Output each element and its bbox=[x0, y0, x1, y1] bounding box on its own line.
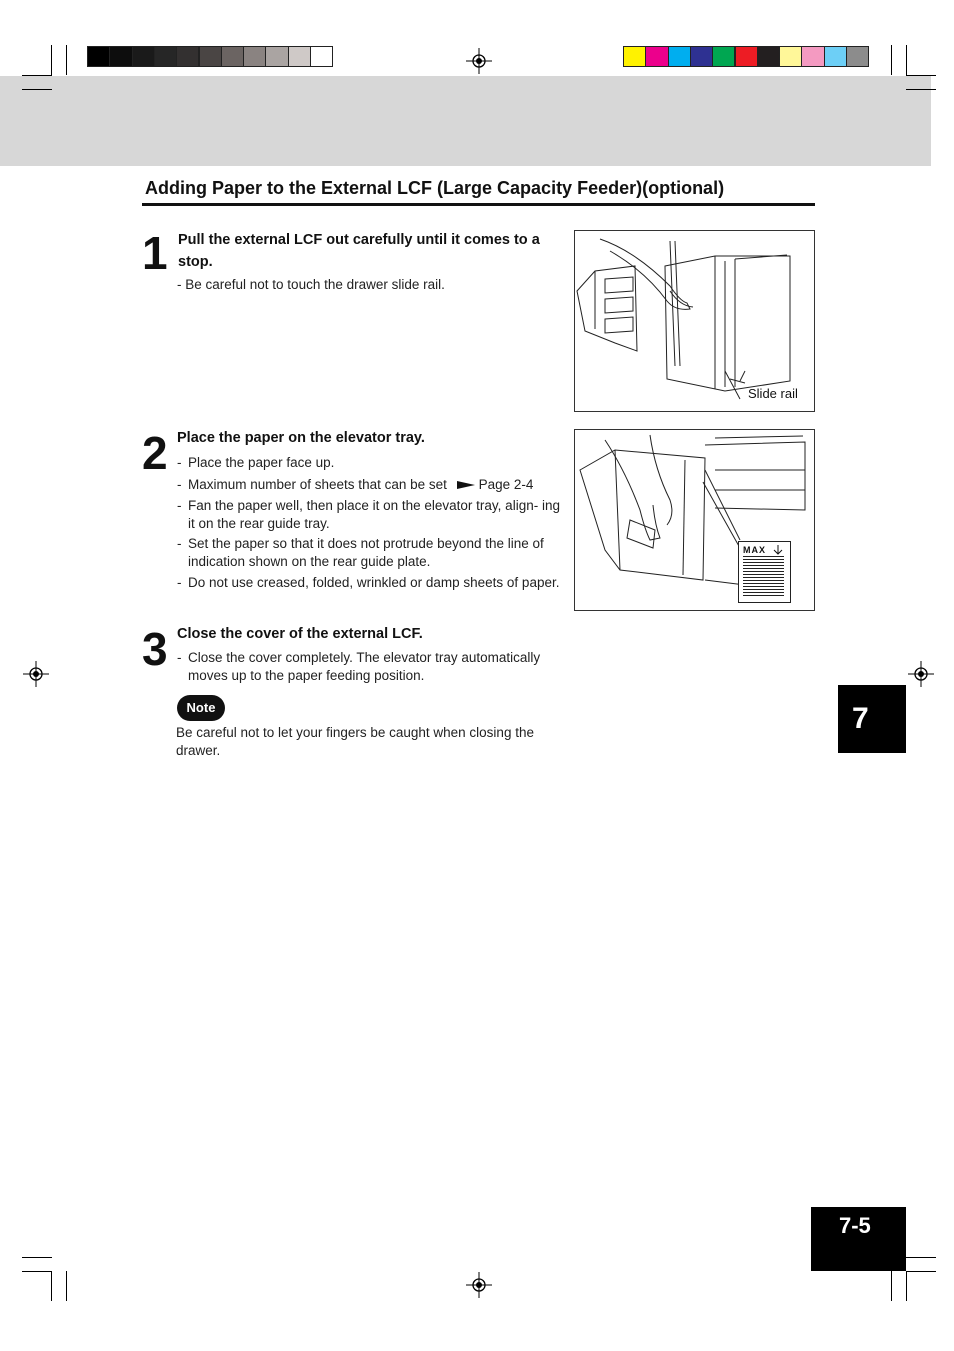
crop-mark bbox=[66, 45, 67, 75]
color-swatch bbox=[154, 46, 177, 67]
max-indicator-plate bbox=[738, 541, 791, 603]
color-swatch bbox=[623, 46, 646, 67]
list-item: - Place the paper face up. bbox=[177, 455, 335, 470]
list-item: - Maximum number of sheets that can be set Page 2-4 bbox=[177, 477, 534, 492]
arrow-down-icon bbox=[773, 545, 783, 555]
color-swatch bbox=[288, 46, 311, 67]
crop-mark bbox=[891, 45, 892, 75]
crop-mark bbox=[51, 1271, 52, 1301]
step-number: 1 bbox=[142, 227, 168, 279]
max-label: MAX bbox=[743, 545, 766, 555]
color-swatch bbox=[109, 46, 132, 67]
page-number: 7-5 bbox=[811, 1207, 906, 1271]
step-title: Close the cover of the external LCF. bbox=[177, 626, 423, 642]
list-item: - Do not use creased, folded, wrinkled or damp sheets of paper. bbox=[177, 575, 560, 590]
header-band bbox=[0, 76, 931, 166]
step-title: Place the paper on the elevator tray. bbox=[177, 430, 425, 446]
crop-mark bbox=[906, 75, 936, 76]
chapter-tab: 7 bbox=[838, 685, 906, 753]
step-title: Pull the external LCF out carefully until it comes to a stop. bbox=[178, 232, 540, 270]
note-badge: Note bbox=[177, 695, 225, 721]
crop-mark bbox=[906, 45, 907, 75]
step-number: 2 bbox=[142, 427, 168, 479]
section-title: Adding Paper to the External LCF (Large Capacity Feeder)(optional) bbox=[145, 178, 725, 198]
color-swatch bbox=[846, 46, 869, 67]
crop-mark bbox=[906, 89, 936, 90]
color-swatch bbox=[221, 46, 244, 67]
crop-mark bbox=[906, 1271, 936, 1272]
crop-mark bbox=[906, 1271, 907, 1301]
color-swatch bbox=[735, 46, 758, 67]
step-number: 3 bbox=[142, 623, 168, 675]
color-swatch bbox=[243, 46, 266, 67]
list-item: - Set the paper so that it does not protrude beyond the line of indication shown on the rear guide plate. bbox=[177, 536, 544, 569]
list-item: - Fan the paper well, then place it on the elevator tray, align- ing it on the rear guide tray. bbox=[177, 498, 560, 531]
color-swatch bbox=[645, 46, 668, 67]
registration-mark-icon bbox=[466, 1272, 492, 1298]
crop-mark bbox=[22, 1271, 52, 1272]
lcf-drawer-illustration bbox=[575, 231, 814, 411]
page-reference: Page 2-4 bbox=[478, 477, 534, 492]
list-item: - Close the cover completely. The elevator tray automatically moves up to the paper feeding position. bbox=[177, 650, 541, 683]
color-swatch bbox=[132, 46, 155, 67]
note-text: Be careful not to let your fingers be caught when closing the drawer. bbox=[176, 725, 534, 758]
figure-lcf-drawer bbox=[574, 230, 815, 412]
color-swatch bbox=[690, 46, 713, 67]
color-swatch bbox=[265, 46, 288, 67]
crop-mark bbox=[22, 1257, 52, 1258]
color-swatch bbox=[668, 46, 691, 67]
step-note: - Be careful not to touch the drawer slide rail. bbox=[177, 277, 445, 292]
arrow-right-icon bbox=[457, 480, 475, 490]
color-swatch bbox=[824, 46, 847, 67]
paper-stack-lines bbox=[743, 556, 784, 598]
registration-mark-icon bbox=[908, 661, 934, 687]
color-swatch bbox=[199, 46, 222, 67]
crop-mark bbox=[66, 1271, 67, 1301]
color-swatch bbox=[779, 46, 802, 67]
crop-mark bbox=[22, 75, 52, 76]
crop-mark bbox=[51, 45, 52, 75]
crop-mark bbox=[906, 1257, 936, 1258]
color-swatch bbox=[176, 46, 199, 67]
crop-mark bbox=[891, 1271, 892, 1301]
color-swatch bbox=[310, 46, 333, 67]
crop-mark bbox=[22, 89, 52, 90]
registration-mark-icon bbox=[23, 661, 49, 687]
figure-elevator-tray bbox=[574, 429, 815, 611]
color-swatch bbox=[712, 46, 735, 67]
registration-mark-icon bbox=[466, 48, 492, 74]
color-swatch bbox=[801, 46, 824, 67]
color-swatch bbox=[757, 46, 780, 67]
slide-rail-label: Slide rail bbox=[748, 386, 798, 401]
color-swatch bbox=[87, 46, 110, 67]
title-rule bbox=[142, 203, 815, 206]
